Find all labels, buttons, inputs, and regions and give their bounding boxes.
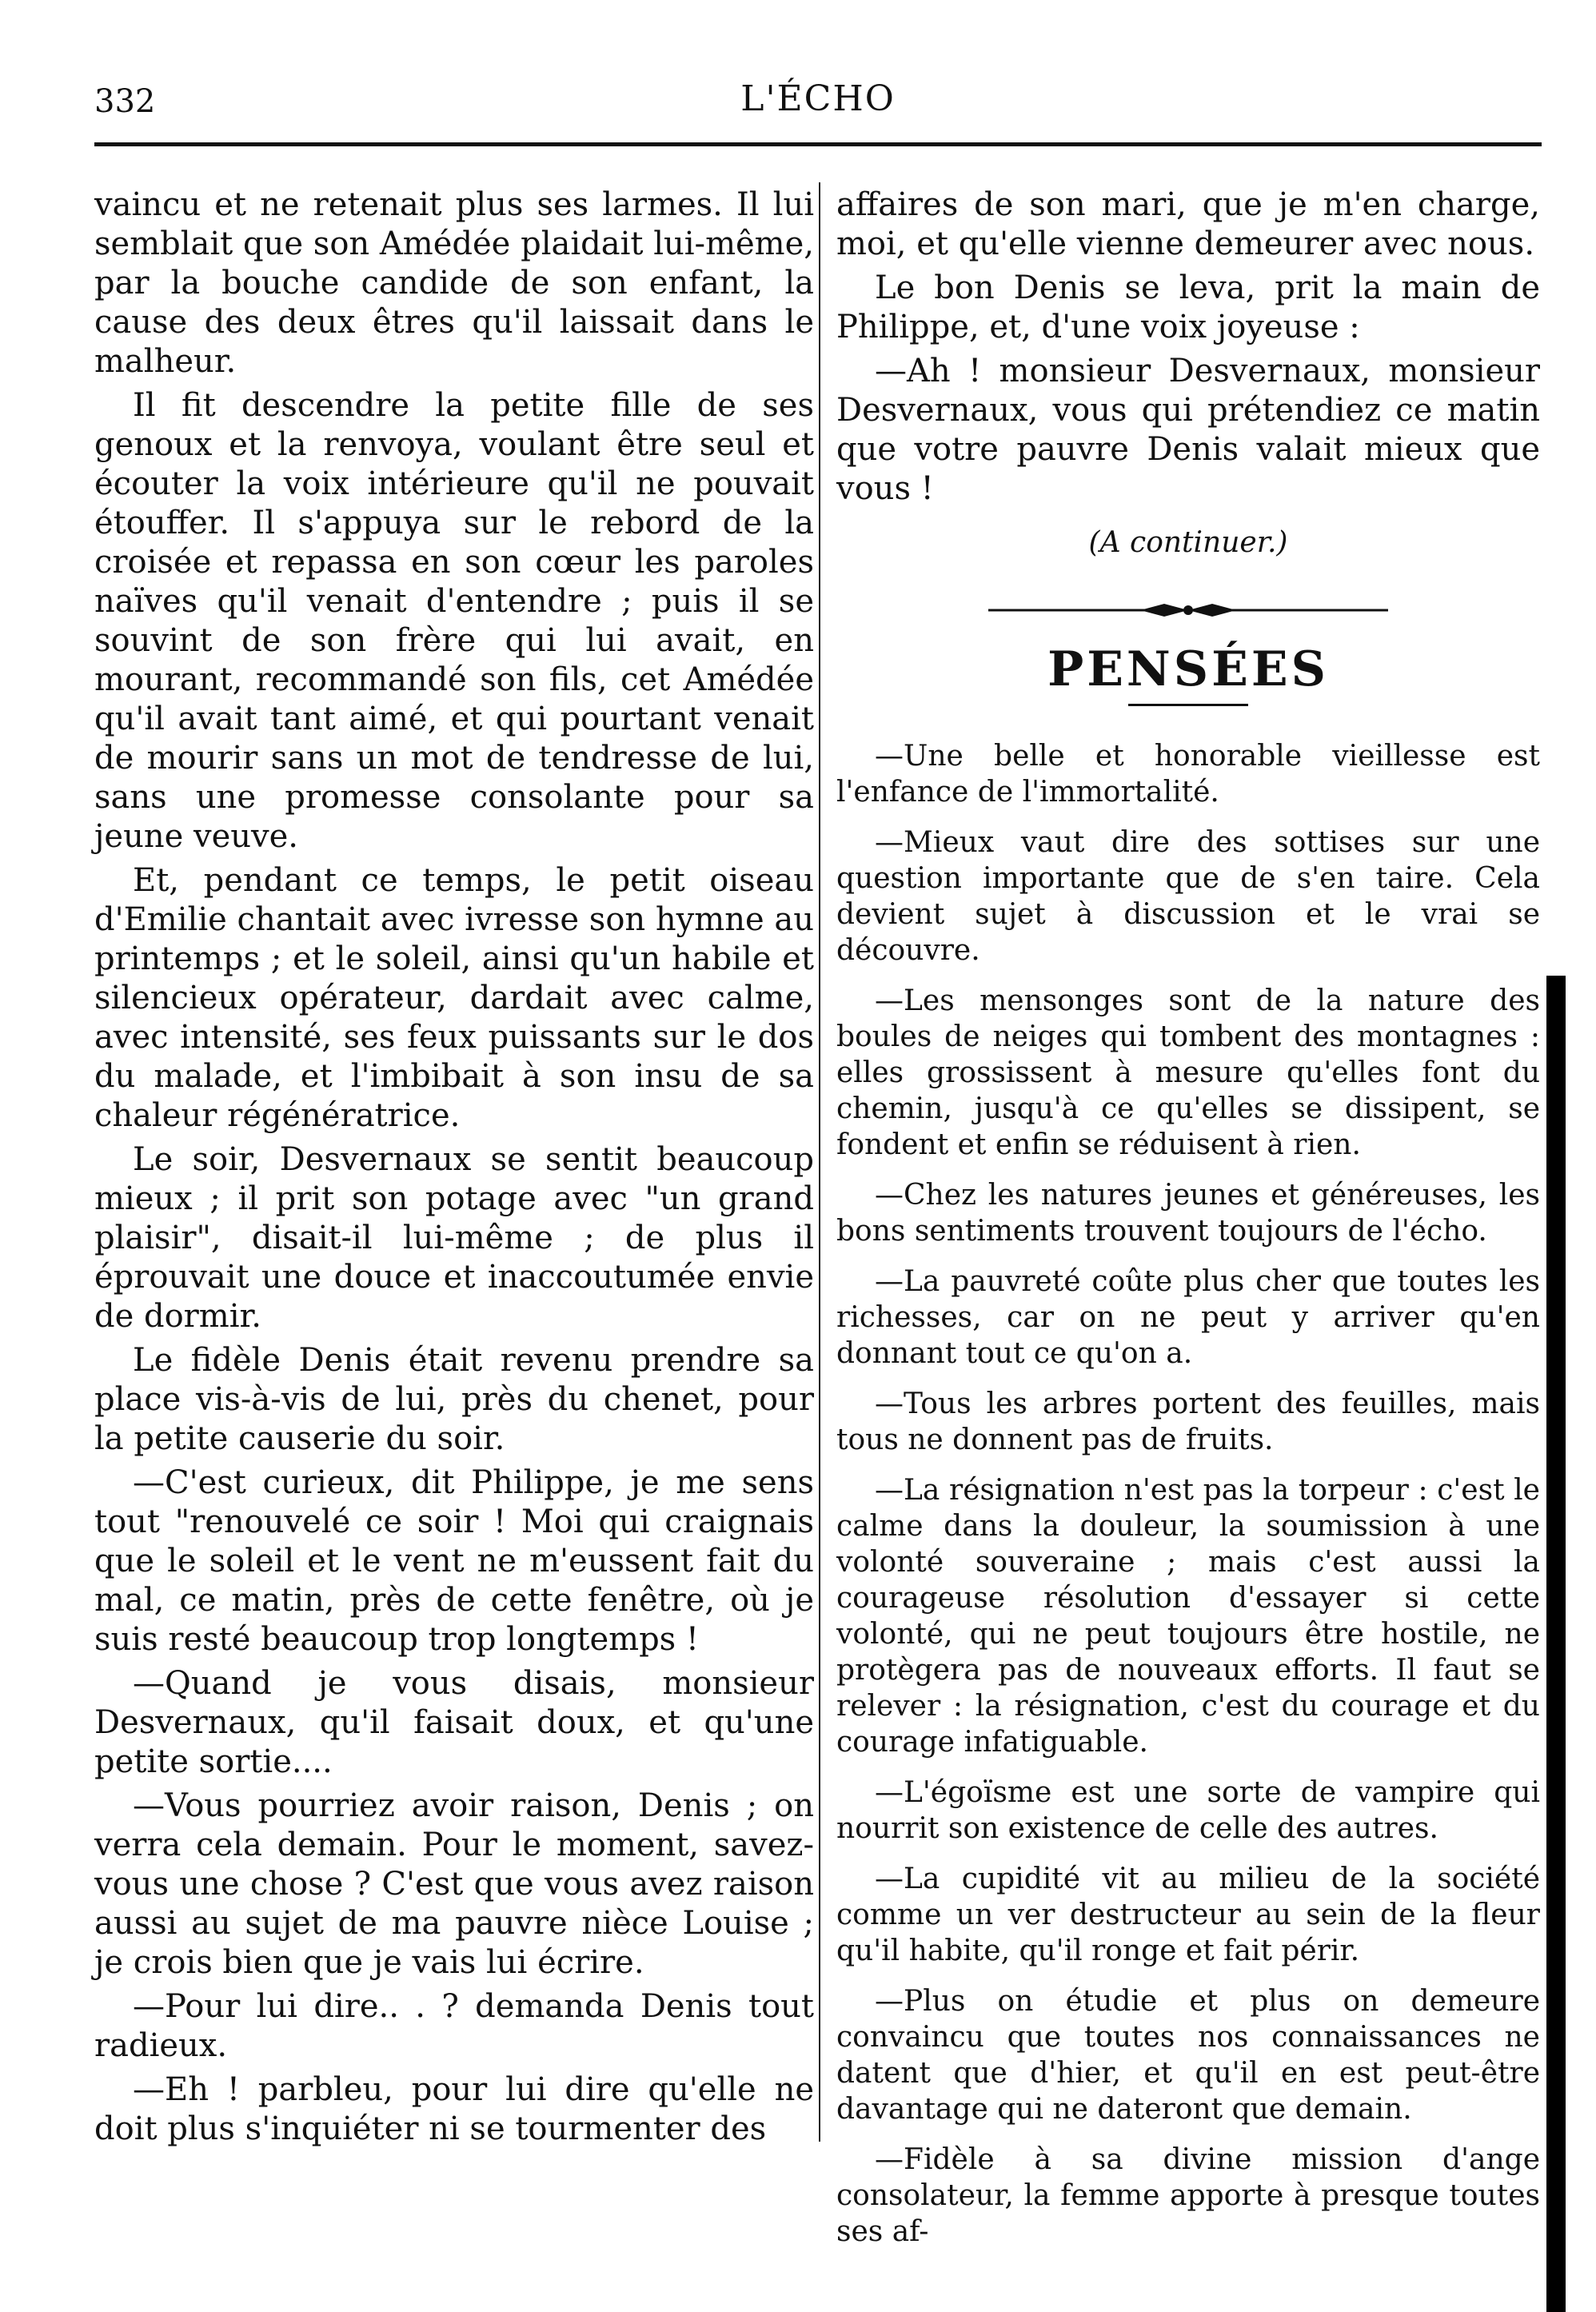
maxim: —Mieux vaut dire des sottises sur une question importante que de s'en taire. Cela devient sujet à discussion et le vrai se découvre. bbox=[836, 826, 1540, 967]
header-rule bbox=[94, 142, 1542, 146]
left-paragraph: vaincu et ne retenait plus ses larmes. Il lui semblait que son Amédée plaidait lui-même, par la bouche candide de son enfant, la cause des deux êtres qu'il laissait dans le malheur. bbox=[94, 186, 814, 380]
maxim: —Fidèle à sa divine mission d'ange consolateur, la femme apporte à presque toutes ses af- bbox=[836, 2143, 1540, 2248]
right-story-paragraph: affaires de son mari, que je m'en charge, moi, et qu'elle vienne demeurer avec nous. bbox=[836, 186, 1540, 262]
page-edge-shadow bbox=[1546, 976, 1566, 2312]
maxim: —La résignation n'est pas la torpeur : c'est le calme dans la douleur, la soumission à une volonté souveraine ; mais c'est aussi la courageuse résolution d'essayer si cette volonté, qui ne peut toujours être hostile, ne protègera pas de nouveaux efforts. Il faut se relever : la résignation, c'est du courage et du courage infatiguable. bbox=[836, 1474, 1540, 1759]
left-column bbox=[94, 186, 814, 2154]
maxim: —La pauvreté coûte plus cher que toutes les richesses, car on ne peut y arriver qu'en donnant tout ce qu'on a. bbox=[836, 1265, 1540, 1370]
section-title: PENSÉES bbox=[1047, 641, 1329, 697]
left-paragraph: Le fidèle Denis était revenu prendre sa place vis-à-vis de lui, près du chenet, pour la petite causerie du soir. bbox=[94, 1342, 814, 1457]
maxim: —Tous les arbres portent des feuilles, mais tous ne donnent pas de fruits. bbox=[836, 1388, 1540, 1456]
maxim: —Plus on étudie et plus on demeure convaincu que toutes nos connaissances ne datent que d'hier, et qu'il en est peut-être davantage qui ne dateront que demain. bbox=[836, 1985, 1540, 2126]
left-paragraph: Et, pendant ce temps, le petit oiseau d'Emilie chantait avec ivresse son hymne au printemps ; et le soleil, ainsi qu'un habile et silencieux opérateur, dardait avec calme, avec intensité, ses feux puissants sur le dos du malade, et l'imbibait à son insu de sa chaleur régénératrice. bbox=[94, 862, 814, 1134]
maxim: —La cupidité vit au milieu de la société comme un ver destructeur au sein de la fleur qu'il habite, qu'il ronge et fait périr. bbox=[836, 1863, 1540, 1967]
left-paragraph: —Pour lui dire.. . ? demanda Denis tout radieux. bbox=[94, 1988, 814, 2064]
right-column bbox=[836, 186, 1540, 2264]
left-paragraph: —Vous pourriez avoir raison, Denis ; on verra cela demain. Pour le moment, savez-vous une chose ? C'est que vous avez raison aussi au sujet de ma pauvre nièce Louise ; je crois bien que je vais lui écrire. bbox=[94, 1787, 814, 1981]
maxim: —Une belle et honorable vieillesse est l'enfance de l'immortalité. bbox=[836, 740, 1540, 809]
left-paragraph: Le soir, Desvernaux se sentit beaucoup mieux ; il prit son potage avec "un grand plaisir", disait-il lui-même ; de plus il éprouvait une douce et inaccoutumée envie de dormir. bbox=[94, 1141, 814, 1335]
column-divider bbox=[819, 182, 820, 2142]
page-header bbox=[94, 77, 1542, 128]
running-title: L'ÉCHO bbox=[740, 78, 896, 119]
left-paragraph: —Eh ! parbleu, pour lui dire qu'elle ne doit plus s'inquiéter ni se tourmenter des bbox=[94, 2071, 814, 2147]
page-number: 332 bbox=[94, 83, 156, 120]
title-rule bbox=[1128, 704, 1248, 706]
maxim: —Les mensonges sont de la nature des boules de neiges qui tombent des montagnes : elles grossissent à mesure qu'elles font du chemin, jusqu'à ce qu'elles se dissipent, se fondent et enfin se réduisent à rien. bbox=[836, 984, 1540, 1161]
maxim: —Chez les natures jeunes et généreuses, les bons sentiments trouvent toujours de l'écho. bbox=[836, 1179, 1540, 1248]
maxim: —L'égoïsme est une sorte de vampire qui nourrit son existence de celle des autres. bbox=[836, 1776, 1540, 1845]
left-paragraph: —Quand je vous disais, monsieur Desvernaux, qu'il faisait doux, et qu'une petite sortie.... bbox=[94, 1665, 814, 1780]
right-story-paragraph: Le bon Denis se leva, prit la main de Philippe, et, d'une voix joyeuse : bbox=[836, 270, 1540, 345]
left-paragraph: —C'est curieux, dit Philippe, je me sens tout "renouvelé ce soir ! Moi qui craignais que le soleil et le vent ne m'eussent fait du mal, ce matin, près de cette fenêtre, où je suis resté beaucoup trop longtemps ! bbox=[94, 1464, 814, 1658]
left-paragraph: Il fit descendre la petite fille de ses genoux et la renvoya, voulant être seul et écouter la voix intérieure qu'il ne pouvait étouffer. Il s'appuya sur le rebord de la croisée et repassa en son cœur les paroles naïves qu'il venait d'entendre ; puis il se souvint de son frère qui lui avait, en mourant, recommandé son fils, cet Amédée qu'il avait tant aimé, et qui pourtant venait de mourir sans un mot de tendresse de lui, sans une promesse consolante pour sa jeune veuve. bbox=[94, 387, 814, 855]
ornamental-divider-icon bbox=[988, 601, 1388, 620]
continuation-note: (A continuer.) bbox=[1088, 526, 1288, 559]
right-story-paragraph: —Ah ! monsieur Desvernaux, monsieur Desvernaux, vous qui prétendiez ce matin que votre pauvre Denis valait mieux que vous ! bbox=[836, 353, 1540, 507]
